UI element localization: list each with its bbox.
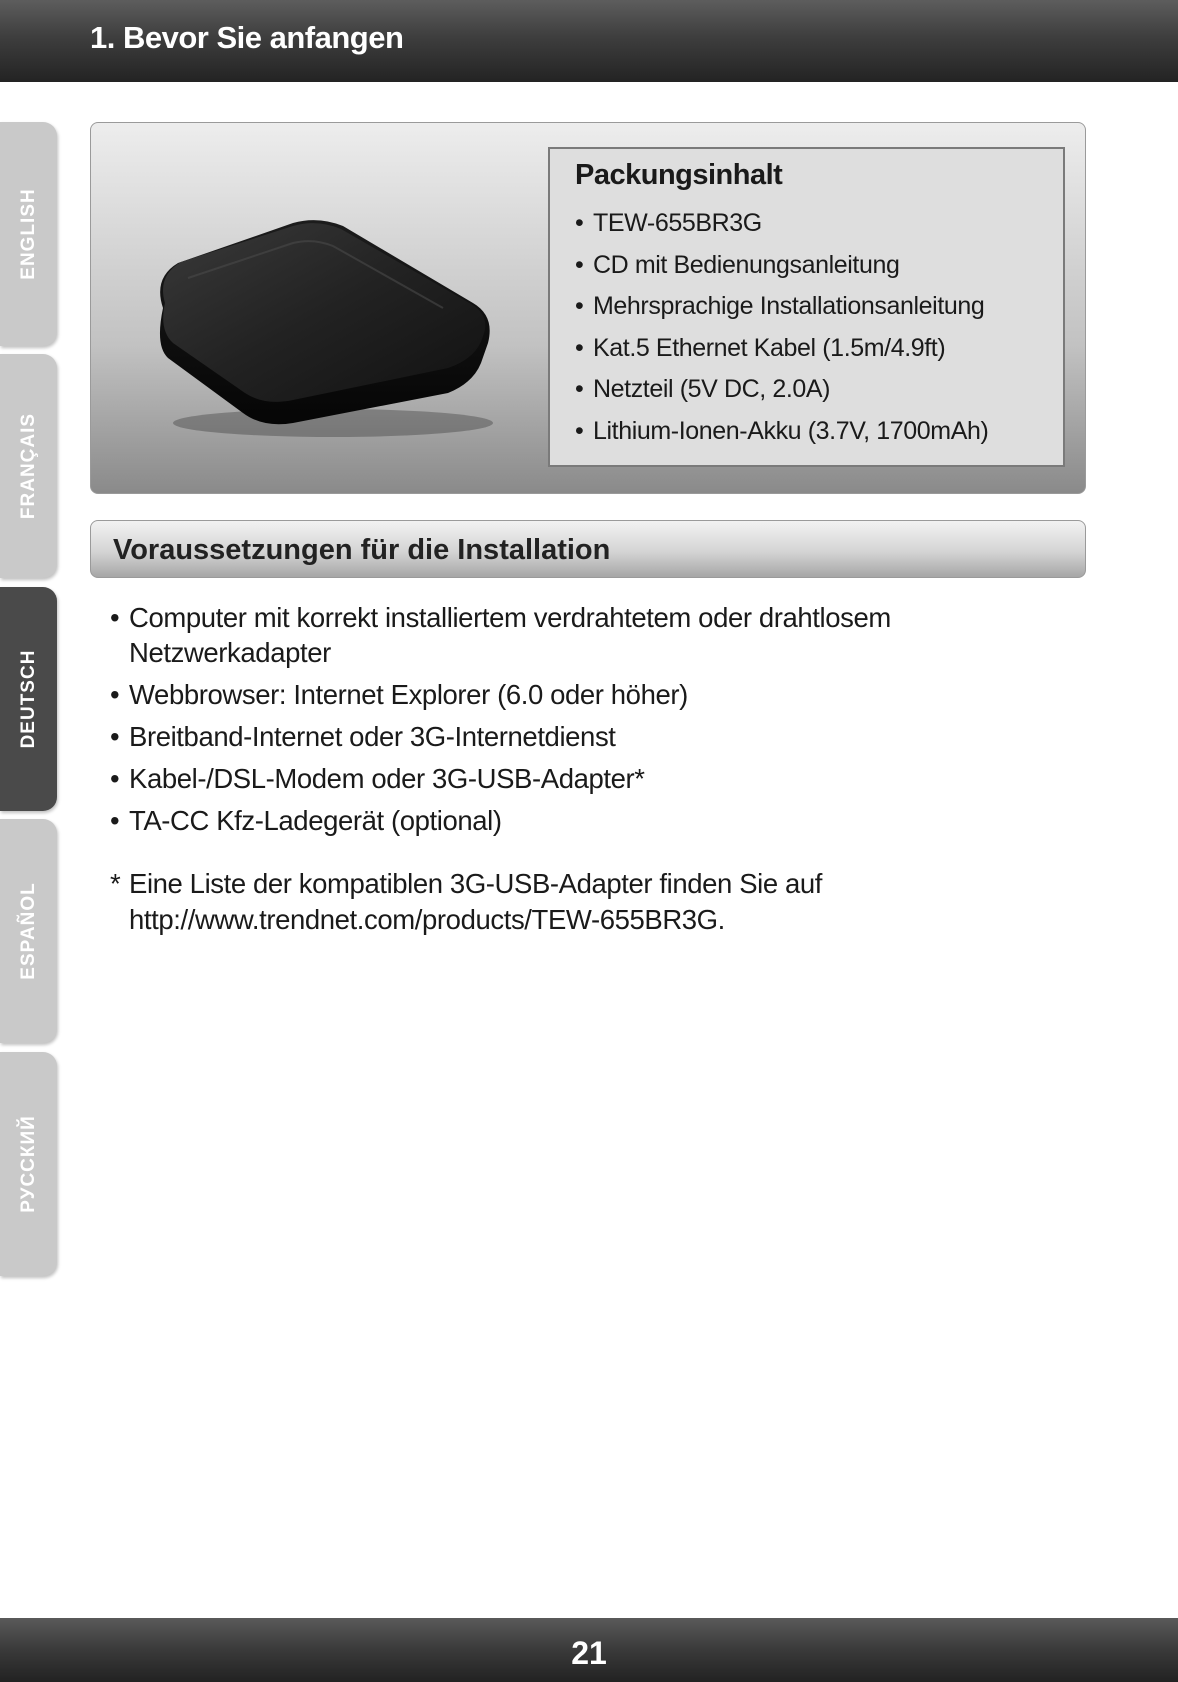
page-title: 1. Bevor Sie anfangen xyxy=(90,20,404,55)
list-item: • Kat.5 Ethernet Kabel (1.5m/4.9ft) xyxy=(575,333,946,362)
list-item: • Lithium-Ionen-Akku (3.7V, 1700mAh) xyxy=(575,416,989,445)
language-tab-label: ESPAÑOL xyxy=(17,882,39,980)
page-header xyxy=(0,0,1178,82)
language-tab-english[interactable] xyxy=(0,122,57,346)
list-item: • TEW-655BR3G xyxy=(575,209,762,237)
router-device-image xyxy=(143,218,503,438)
list-item: • TA-CC Kfz-Ladegerät (optional) xyxy=(110,805,502,836)
language-tab-label: DEUTSCH xyxy=(17,649,39,749)
page-number: 21 xyxy=(571,1635,607,1671)
list-item: • Kabel-/DSL-Modem oder 3G-USB-Adapter* xyxy=(110,763,645,794)
language-tab-russian[interactable] xyxy=(0,1052,57,1276)
package-contents-title: Packungsinhalt xyxy=(575,159,783,191)
language-tab-francais[interactable] xyxy=(0,354,57,578)
page-footer xyxy=(0,1618,1178,1682)
requirements-header xyxy=(90,520,1086,578)
language-tab-espanol[interactable] xyxy=(0,819,57,1043)
package-contents-box xyxy=(548,147,1065,467)
list-item: • Netzteil (5V DC, 2.0A) xyxy=(575,375,831,404)
requirements-title: Voraussetzungen für die Installation xyxy=(113,534,611,566)
language-tab-label: ENGLISH xyxy=(17,188,39,280)
package-contents-panel xyxy=(90,122,1086,494)
package-contents-list xyxy=(575,203,988,453)
product-url: http://www.trendnet.com/products/TEW-655BR3G. xyxy=(129,904,725,935)
list-item: • Mehrsprachige Installationsanleitung xyxy=(575,292,985,321)
list-item: • Webbrowser: Internet Explorer (6.0 oder höher) xyxy=(110,679,688,710)
footnote: * Eine Liste der kompatiblen 3G-USB-Adapter finden Sie auf http://www.trendnet.com/products/TEW-655BR3G. xyxy=(110,868,823,935)
language-tab-label: РУССКИЙ xyxy=(17,1115,39,1213)
language-tab-label: FRANÇAIS xyxy=(17,412,39,520)
list-item: • CD mit Bedienungsanleitung xyxy=(575,250,900,279)
language-tab-deutsch[interactable] xyxy=(0,587,57,811)
requirements-list xyxy=(110,600,891,845)
list-item: • Computer mit korrekt installiertem verdrahtetem oder drahtlosem Netzwerkadapter xyxy=(110,602,891,668)
list-item: • Breitband-Internet oder 3G-Internetdienst xyxy=(110,721,616,752)
